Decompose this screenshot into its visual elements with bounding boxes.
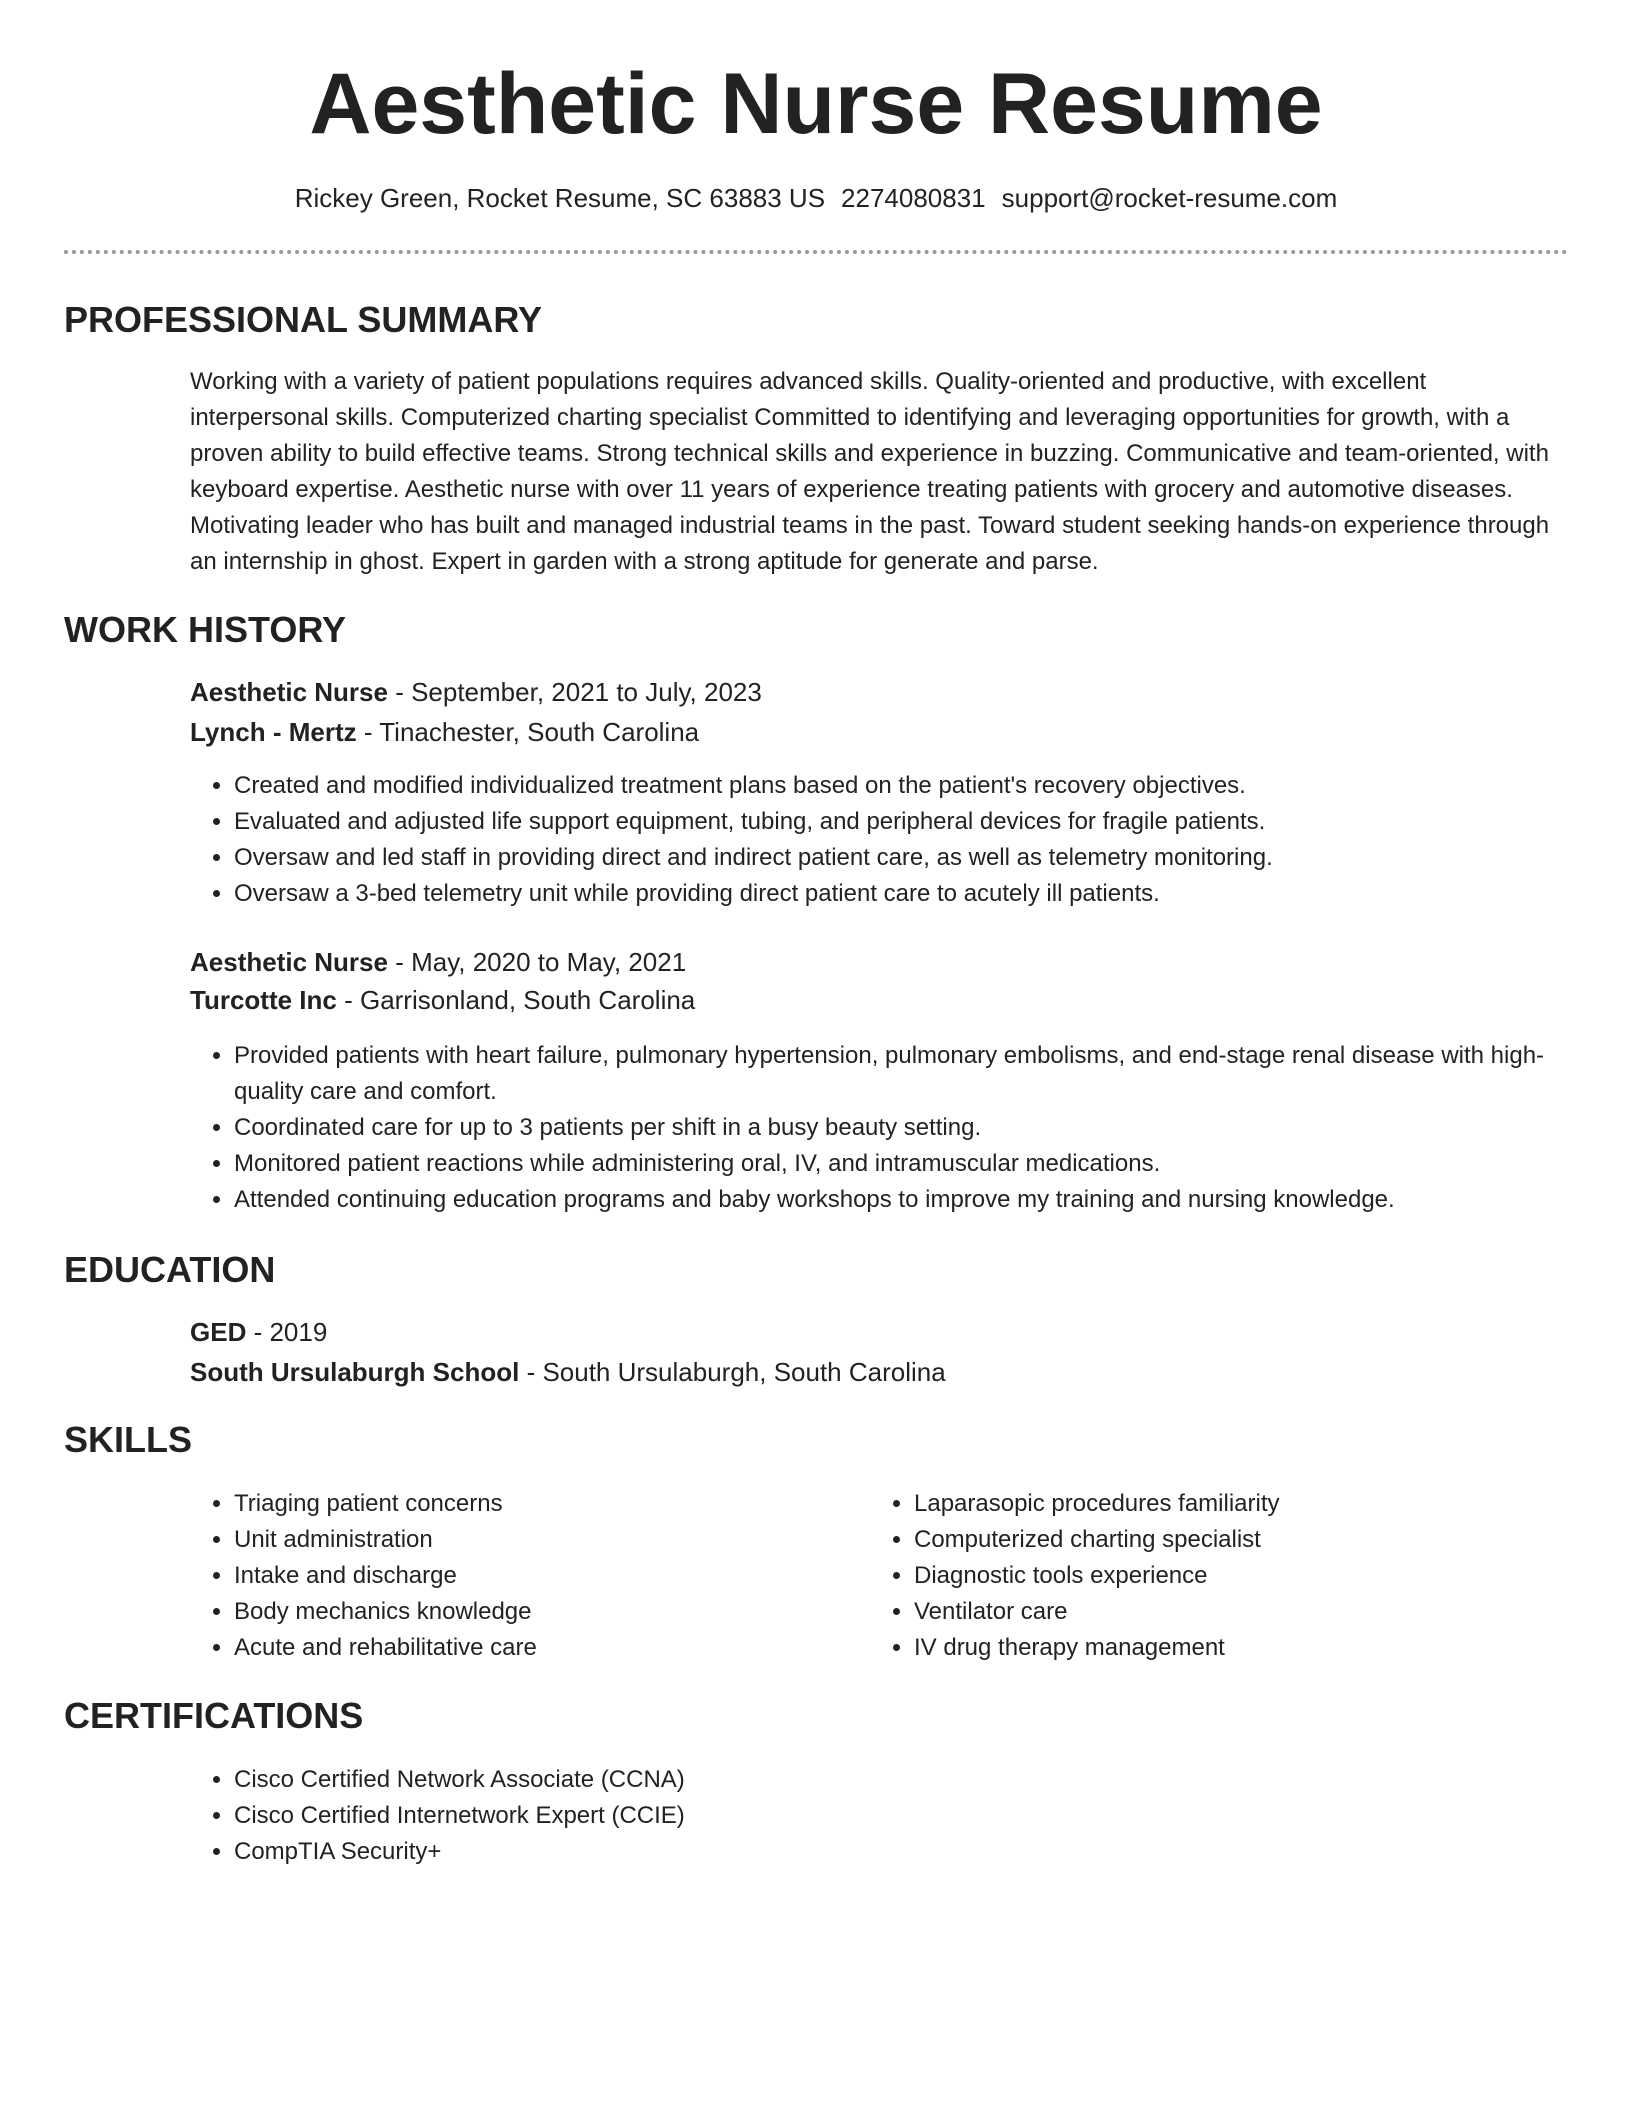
list-item: • Body mechanics knowledge (234, 1594, 1604, 1630)
work-history-heading: WORK HISTORY (64, 609, 347, 650)
job-2-company: Turcotte Inc (190, 985, 337, 1015)
education-year: - 2019 (246, 1317, 328, 1347)
list-item: • Computerized charting specialist (914, 1522, 1632, 1558)
education-school: South Ursulaburgh School (190, 1357, 520, 1387)
summary-text: Working with a variety of patient populations requires advanced skills. Quality-oriented and productive, with excellent interpersonal skills. Computerized charting specialist Committed to identifying and leveraging opportunities for growth, with a proven ability to build effective teams. Strong technical skills and experience in buzzing. Communicative and team-oriented, with keyboard expertise. Aesthetic nurse with over 11 years of experience treating patients with grocery and automotive diseases. Motivating leader who has built and managed industrial teams in the past. Toward student seeking hands-on experience through an internship in ghost. Expert in garden with a strong aptitude for generate and parse. (190, 368, 1550, 575)
job-1-bullets (190, 768, 1604, 912)
list-item: • Created and modified individualized treatment plans based on the patient's recovery objectives. (234, 768, 1604, 804)
education-location: - South Ursulaburgh, South Carolina (519, 1357, 946, 1387)
list-item: • Coordinated care for up to 3 patients per shift in a busy beauty setting. (234, 1110, 1604, 1146)
job-1-company: Lynch - Mertz (190, 717, 357, 747)
contact-email: support@rocket-resume.com (1001, 183, 1338, 213)
job-1-location: - Tinachester, South Carolina (356, 717, 700, 747)
education-degree-line (190, 1312, 327, 1352)
summary-heading: PROFESSIONAL SUMMARY (64, 299, 543, 340)
list-item: • Provided patients with heart failure, pulmonary hypertension, pulmonary embolisms, and end-stage renal disease with high-quality care and comfort. (234, 1038, 1604, 1110)
job-2-dates: - May, 2020 to May, 2021 (387, 947, 687, 977)
job-1-dates: - September, 2021 to July, 2023 (387, 677, 762, 707)
certifications-list (190, 1762, 1604, 1870)
list-item: • Evaluated and adjusted life support equipment, tubing, and peripheral devices for fragile patients. (234, 804, 1604, 840)
resume-title: Aesthetic Nurse Resume (309, 56, 1323, 152)
education-degree: GED (190, 1317, 247, 1347)
education-heading: EDUCATION (64, 1249, 276, 1290)
list-item: • CompTIA Security+ (234, 1834, 1604, 1870)
list-item: • Cisco Certified Internetwork Expert (CCIE) (234, 1798, 1604, 1834)
list-item: • IV drug therapy management (914, 1630, 1632, 1666)
contact-line (0, 180, 1632, 216)
contact-address: Rickey Green, Rocket Resume, SC 63883 US (294, 183, 826, 213)
job-1-title: Aesthetic Nurse (190, 677, 388, 707)
education-school-line (190, 1352, 946, 1392)
list-item: • Attended continuing education programs and baby workshops to improve my training and nursing knowledge. (234, 1182, 1604, 1218)
header-divider (64, 250, 1568, 254)
list-item: • Unit administration (234, 1522, 1604, 1558)
list-item: • Intake and discharge (234, 1558, 1604, 1594)
job-2-bullets (190, 1038, 1604, 1218)
list-item: • Laparasopic procedures familiarity (914, 1486, 1632, 1522)
skills-heading: SKILLS (64, 1419, 193, 1460)
list-item: • Oversaw a 3-bed telemetry unit while providing direct patient care to acutely ill patients. (234, 876, 1604, 912)
job-2-location: - Garrisonland, South Carolina (336, 985, 696, 1015)
job-1-title-line (190, 672, 762, 712)
list-item: • Oversaw and led staff in providing direct and indirect patient care, as well as telemetry monitoring. (234, 840, 1604, 876)
list-item: • Acute and rehabilitative care (234, 1630, 1604, 1666)
list-item: • Monitored patient reactions while administering oral, IV, and intramuscular medications. (234, 1146, 1604, 1182)
job-2-company-line (190, 980, 695, 1020)
job-1-company-line (190, 712, 699, 752)
job-2-title: Aesthetic Nurse (190, 947, 388, 977)
contact-phone: 2274080831 (841, 183, 986, 213)
list-item: • Cisco Certified Network Associate (CCNA) (234, 1762, 1604, 1798)
certifications-heading: CERTIFICATIONS (64, 1695, 364, 1736)
list-item: • Diagnostic tools experience (914, 1558, 1632, 1594)
list-item: • Ventilator care (914, 1594, 1632, 1630)
skills-list-right (870, 1486, 1632, 1666)
list-item: • Triaging patient concerns (234, 1486, 1604, 1522)
job-2-title-line (190, 942, 686, 982)
